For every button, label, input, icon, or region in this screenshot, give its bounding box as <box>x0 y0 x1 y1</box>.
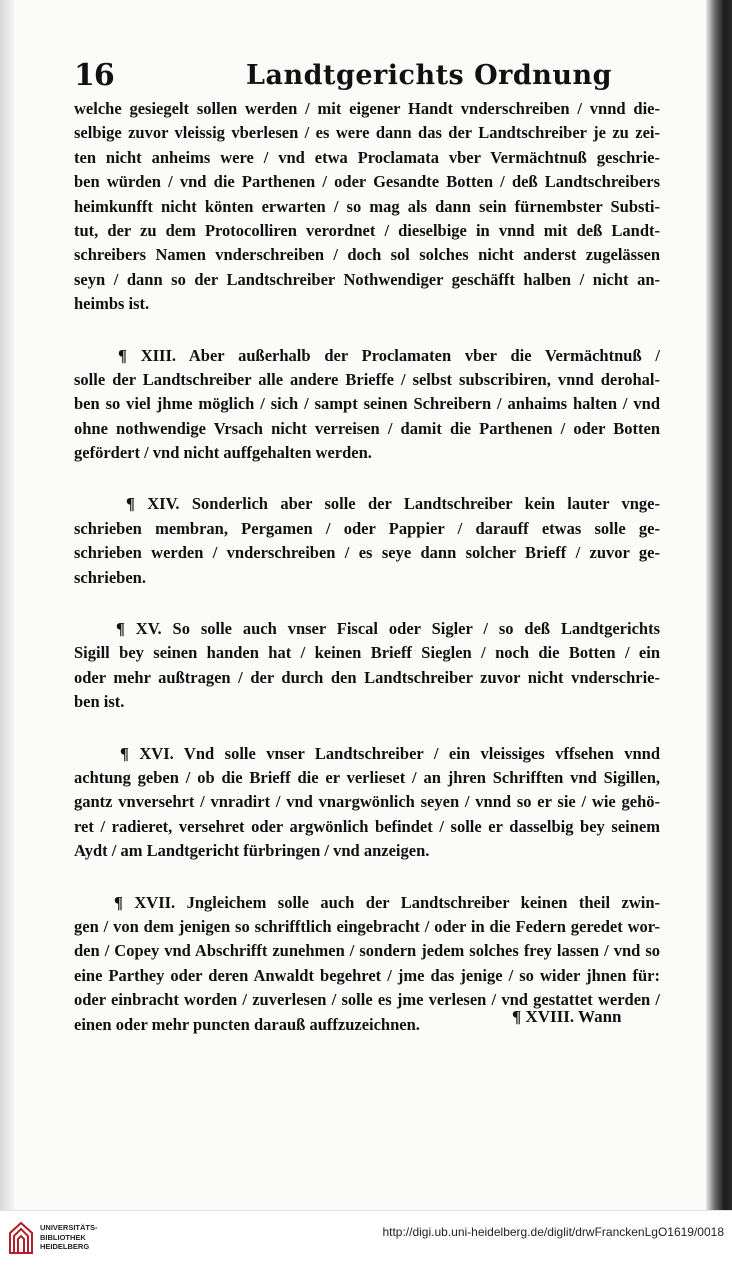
text-line: ben würden / vnd die Parthenen / oder Gesandte Botten / deß Landtschreibers <box>74 172 660 192</box>
section-xvii-heading-line: ¶ XVII. Jngleichem solle auch der Landtschreiber keinen theil zwin- <box>114 892 660 912</box>
section-xiv-heading-line: ¶ XIV. Sonderlich aber solle der Landtschreiber kein lauter vnge- <box>126 494 660 514</box>
text-line: solle der Landtschreiber alle andere Brieffe / selbst subscribiren, vnnd derohal- <box>74 369 660 389</box>
library-name-line: HEIDELBERG <box>40 1242 90 1251</box>
text-line: einen oder mehr puncten darauß auffzuzeichnen. <box>74 1014 420 1034</box>
text-line: ben so viel jhme möglich / sich / sampt seinen Schreibern / anhaims halten / vnd <box>74 394 660 414</box>
permalink-url[interactable]: http://digi.ub.uni-heidelberg.de/diglit/drwFranckenLgO1619/0018 <box>382 1225 724 1239</box>
text-line: achtung geben / ob die Brieff die er verlieset / an jhren Schrifften vnd Sigillen, <box>74 767 660 787</box>
text-line: eine Parthey oder deren Anwaldt begehret / jme das jenige / so wider jhnen für: <box>74 965 660 985</box>
text-line: Sigill bey seinen handen hat / keinen Brieff Sieglen / noch die Botten / ein <box>74 643 660 663</box>
section-xv-heading-line: ¶ XV. So solle auch vnser Fiscal oder Sigler / so deß Landtgerichts <box>116 619 660 639</box>
page-number: 16 <box>74 58 114 93</box>
body-text <box>74 97 660 1037</box>
text-line: oder einbracht worden / zuverlesen / solle es jme verlesen / vnd gestattet werden / <box>74 990 660 1010</box>
book-spine-shadow <box>706 0 732 1210</box>
catchword: ¶ XVIII. Wann <box>512 1007 622 1026</box>
text-line: schrieben. <box>74 567 146 587</box>
university-library-logo-icon <box>8 1221 34 1255</box>
text-line: Aydt / am Landtgericht fürbringen / vnd anzeigen. <box>74 841 430 861</box>
text-line: gen / von dem jenigen so schrifftlich eingebracht / oder in die Federn geredet wor- <box>74 916 660 936</box>
text-line: heimkunfft nicht könten erwarten / so mag als dann sein fürnembster Substi- <box>74 196 660 216</box>
section-xiii-heading-line: ¶ XIII. Aber außerhalb der Proclamaten vber die Vermächtnuß / <box>118 345 660 365</box>
page-header <box>74 58 666 98</box>
text-line: selbige zuvor vleissig vberlesen / es were dann das der Landtschreiber je zu zei- <box>74 123 660 143</box>
running-title: Landtgerichts Ordnung <box>246 60 613 91</box>
text-line: schreibers Namen vnderschreiben / doch sol solches nicht anderst zugelässen <box>74 245 660 265</box>
viewer-footer <box>0 1210 732 1265</box>
text-line: welche gesiegelt sollen werden / mit eigener Handt vnderschreiben / vnnd die- <box>74 99 660 118</box>
text-line: ret / radieret, versehret oder argwönlich befindet / solle er dasselbig bey seinem <box>74 816 660 836</box>
section-xvi-heading-line: ¶ XVI. Vnd solle vnser Landtschreiber / ein vleissiges vffsehen vnnd <box>120 743 660 763</box>
text-line: den / Copey vnd Abschrifft zunehmen / sondern jedem solches frey lassen / vnd so <box>74 941 660 961</box>
library-name-line: BIBLIOTHEK <box>40 1232 86 1242</box>
text-line: ten nicht anheims were / vnd etwa Proclamata vber Vermächtnuß geschrie- <box>74 147 660 167</box>
text-line: heimbs ist. <box>74 294 150 314</box>
page-left-edge <box>0 0 14 1210</box>
text-line: ben ist. <box>74 692 125 712</box>
text-line: gefördert / vnd nicht auffgehalten werden. <box>74 443 372 463</box>
text-line: schrieben membran, Pergamen / oder Pappier / darauff etwas solle ge- <box>74 518 660 538</box>
library-name <box>40 1223 98 1252</box>
text-line: seyn / dann so der Landtschreiber Nothwendiger geschäfft halben / nicht an- <box>74 269 660 289</box>
library-name-line: UNIVERSITÄTS- <box>40 1223 98 1232</box>
text-line: schrieben werden / vnderschreiben / es seye dann solcher Brieff / zuvor ge- <box>74 543 660 563</box>
text-line: oder mehr außtragen / der durch den Landtschreiber zuvor nicht vnderschrie- <box>74 667 660 687</box>
text-line: tut, der zu dem Protocolliren verordnet / dieselbige in vnnd mit deß Landt- <box>74 220 660 240</box>
text-line: ohne nothwendige Vrsach nicht verreisen / damit die Parthenen / oder Botten <box>74 418 660 438</box>
text-line: gantz vnversehrt / vnradirt / vnd vnargwönlich seyen / vnnd so er sie / wie gehö- <box>74 792 660 812</box>
